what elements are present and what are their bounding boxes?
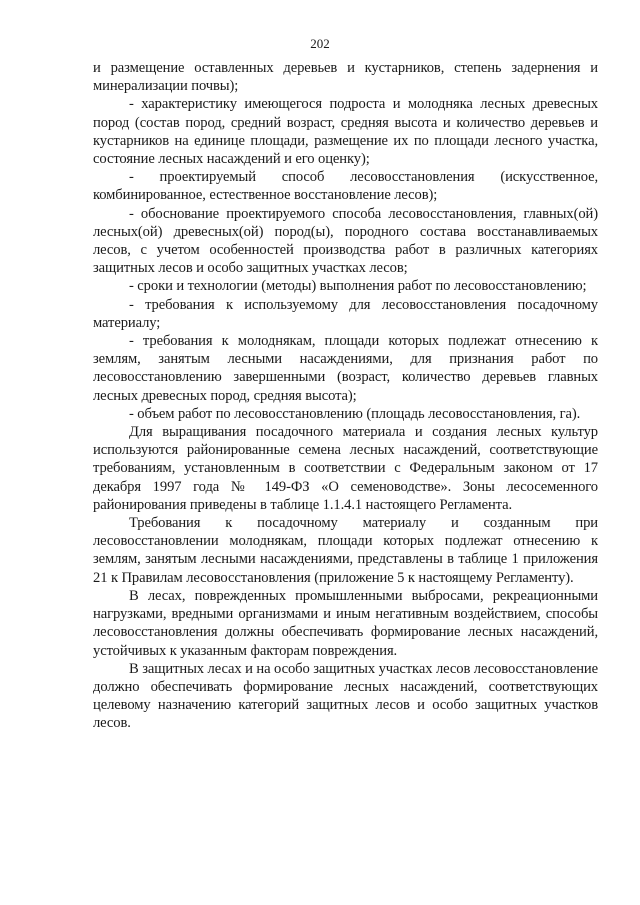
list-item: - требования к используемому для лесовосстановления посадочному материалу;: [93, 296, 598, 331]
list-item: - объем работ по лесовосстановлению (площадь лесовосстановления, га).: [129, 405, 581, 422]
list-item: - обоснование проектируемого способа лесовосстановления, главных(ой) лесных(ой) древесных(ой) пород(ы), породного состава восстанавливаемых лесов, с учетом особенностей производства работ в различных категориях защитных лесов и особо защитных участках лесов;: [93, 205, 598, 277]
paragraph: В защитных лесах и на особо защитных участках лесов лесовосстановление должно обеспечивать формирование лесных насаждений, соответствующих целевому назначению категорий защитных лесов и особо защитных участков лесов.: [93, 660, 598, 732]
list-item: - проектируемый способ лесовосстановления (искусственное, комбинированное, естественное восстановление лесов);: [93, 169, 598, 204]
paragraph: и размещение оставленных деревьев и кустарников, степень задернения и минерализации почвы);: [93, 60, 598, 95]
list-item: - характеристику имеющегося подроста и молодняка лесных древесных пород (состав пород, средний возраст, средняя высота и количество деревьев и кустарников на единице площади, размещение их по площади лесного участка, состояние лесных насаждений и его оценку);: [93, 96, 598, 168]
paragraph: Требования к посадочному материалу и созданным при лесовосстановлении молоднякам, площади которых подлежат отнесению к землям, занятым лесными насаждениями, представлены в таблице 1 приложения 21 к Правилам лесовосстановления (приложение 5 к настоящему Регламенту).: [93, 515, 598, 586]
paragraph: В лесах, поврежденных промышленными выбросами, рекреационными нагрузками, вредными организмами и иным негативным воздействием, способы лесовосстановления должны обеспечивать формирование лесных насаждений, устойчивых к указанным факторам повреждения.: [93, 587, 598, 659]
paragraph: Для выращивания посадочного материала и создания лесных культур используются районированные семена лесных насаждений, соответствующие требованиям, установленным в соответствии с Федеральным законом от 17 декабря 1997 года № 149-ФЗ «О семеноводстве». Зоны лесосеменного районирования приведены в таблице 1.1.4.1 настоящего Регламента.: [93, 424, 598, 513]
list-item: - требования к молоднякам, площади которых подлежат отнесению к землям, занятым лесными насаждениями, для признания работ по лесовосстановлению завершенными (возраст, количество деревьев главных лесных древесных пород, средняя высота);: [93, 333, 598, 404]
page-number: 202: [310, 36, 330, 51]
page-content: [93, 59, 598, 733]
list-item: - сроки и технологии (методы) выполнения работ по лесовосстановлению;: [129, 278, 587, 295]
